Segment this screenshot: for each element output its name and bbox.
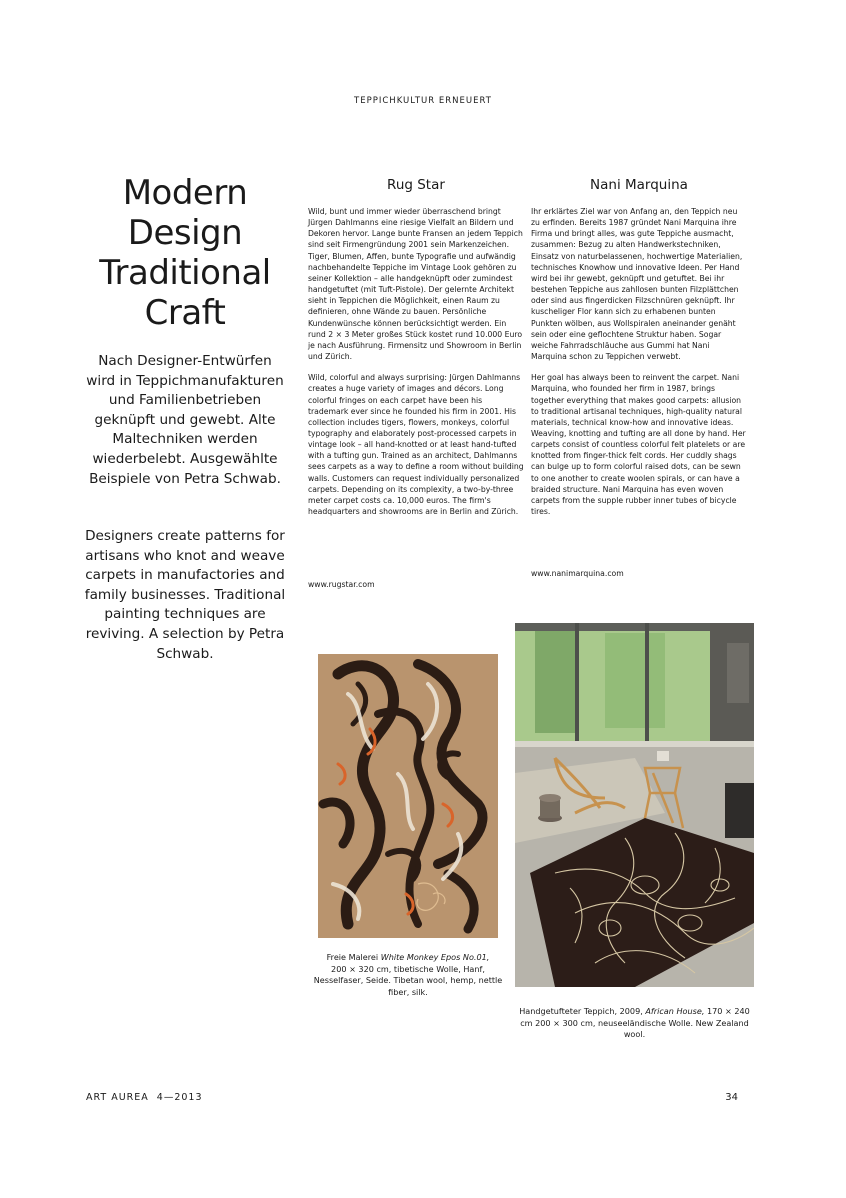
room-photo [515, 623, 754, 987]
room-illustration [515, 623, 754, 987]
body-text-english: Her goal has always been to reinvent the carpet. Nani Marquina, who founded her firm in 1987, brings together everything that makes good carpets: allusion to traditional artisanal techniques, high-quality natural materials, technical know-how and innovative ideas. Weaving, knotting and tufting are all done by hand. Her carpets consist of countless colorful felt platelets or are knotted from finger-thick felt cords. Her cuddly shags can bulge up to form colorful raised dots, can be sewn to one another to create woolen spirals, or can have a braided structure. Nani Marquina has even woven carpets from the supple rubber inner tubes of bicycle tires. [531, 373, 746, 517]
section-heading-nanimarquina: Nani Marquina [590, 177, 688, 193]
title-line: Traditional [99, 253, 271, 293]
header-kicker: TEPPICHKULTUR ERNEUERT [354, 96, 492, 106]
caption-artwork-title: White Monkey Epos No.01, [380, 952, 490, 962]
caption-text: 170 × 240 cm 200 × 300 cm, neuseeländische Wolle. New Zealand wool. [520, 1006, 750, 1040]
caption-artwork-title: African House, [645, 1006, 705, 1016]
caption-text: Handgetufteter Teppich, 2009, [519, 1006, 646, 1016]
section-heading-rugstar: Rug Star [387, 177, 445, 193]
title-line: Modern [122, 173, 248, 213]
nanimarquina-link[interactable]: www.nanimarquina.com [531, 569, 624, 578]
article-title [60, 173, 310, 333]
footer-magazine [86, 1092, 203, 1103]
magazine-name: ART AUREA [86, 1092, 149, 1103]
body-text-english: Wild, colorful and always surprising: Jürgen Dahlmanns creates a huge variety of images and décors. Long colorful fringes on each carpet have been his trademark ever since he founded his firm in 2001. His collection includes tigers, flowers, monkeys, colorful typography and elaborately post-processed carpets in vintage look – all hand-knotted or at least hand-tufted with a tufting gun. Trained as an architect, Dahlmanns sees carpets as a way to define a room without building walls. Customers can request individually personalized carpets. Depending on its complexity, a two-by-three meter carpet costs ca. 10,000 euros. The firm's headquarters and showrooms are in Berlin and Zürich. [308, 373, 524, 517]
rug-illustration [318, 654, 498, 938]
deck-german: Nach Designer-Entwürfen wird in Teppichmanufakturen und Familienbetrieben geknüpft und gewebt. Alte Maltechniken werden wiederbelebt. Ausgewählte Beispiele von Petra Schwab. [86, 353, 284, 487]
column-rugstar [308, 206, 524, 527]
issue-number: 4—2013 [156, 1092, 203, 1103]
caption-text: 200 × 320 cm, tibetische Wolle, Hanf, Nesselfaser, Seide. Tibetan wool, hemp, nettle fiber, silk. [313, 963, 503, 997]
column-nanimarquina [531, 206, 747, 527]
title-line: Craft [144, 293, 226, 333]
body-text-german: Wild, bunt und immer wieder überraschend bringt Jürgen Dahlmanns eine riesige Vielfalt an Bildern und Dekoren hervor. Lange bunte Fransen an jedem Teppich sind seit Firmengründung 2001 sein Markenzeichen. Tiger, Blumen, Affen, bunte Typografie und aufwändig nachbehandelte Teppiche im Vintage Look gehören zu seiner Kollektion – alle handgeknüpft oder zumindest handgetuftet (mit Tuft-Pistole). Der gelernte Architekt sieht in Teppichen die Möglichkeit, einen Raum zu definieren, ohne Wände zu bauen. Persönliche Kundenwünsche können berücksichtigt werden. Ein rund 2 × 3 Meter großes Stück kostet rund 10.000 Euro je nach Ausführung. Firmensitz und Showroom in Berlin und Zürich. [308, 207, 523, 362]
deck-english: Designers create patterns for artisans who knot and weave carpets in manufactories and family businesses. Traditional painting techniques are reviving. A selection by Petra Schwab. [84, 528, 286, 662]
caption-room-photo [515, 1006, 754, 1041]
caption-text: Freie Malerei [326, 952, 381, 962]
body-text-german: Ihr erklärtes Ziel war von Anfang an, den Teppich neu zu erfinden. Bereits 1987 gründet Nani Marquina ihre Firma und bringt alles, was gute Teppiche ausmacht, zusammen: Bezug zu alten Handwerkstechniken, Einsatz von naturbelassenen, hochwertige Materialien, technisches Knowhow und innovative Ideen. Per Hand wird bei ihr gewebt, geknüpft und getuftet. Bei ihr bestehen Teppiche aus zahllosen bunten Filzplättchen oder sind aus fingerdicken Filzschnüren geknüpft. Ihr kuscheliger Flor kann sich zu erhabenen bunten Punkten wölben, aus Wollspiralen aneinander genäht sein oder eine geflochtene Struktur haben. Sogar weiche Fahrradschläuche aus Gummi hat Nani Marquina schon zu Teppichen verwebt. [531, 207, 743, 362]
caption-rug-photo [310, 952, 506, 998]
rug-photo [318, 654, 498, 938]
rugstar-link[interactable]: www.rugstar.com [308, 580, 375, 589]
page-number: 34 [725, 1092, 738, 1103]
title-line: Design [127, 213, 243, 253]
